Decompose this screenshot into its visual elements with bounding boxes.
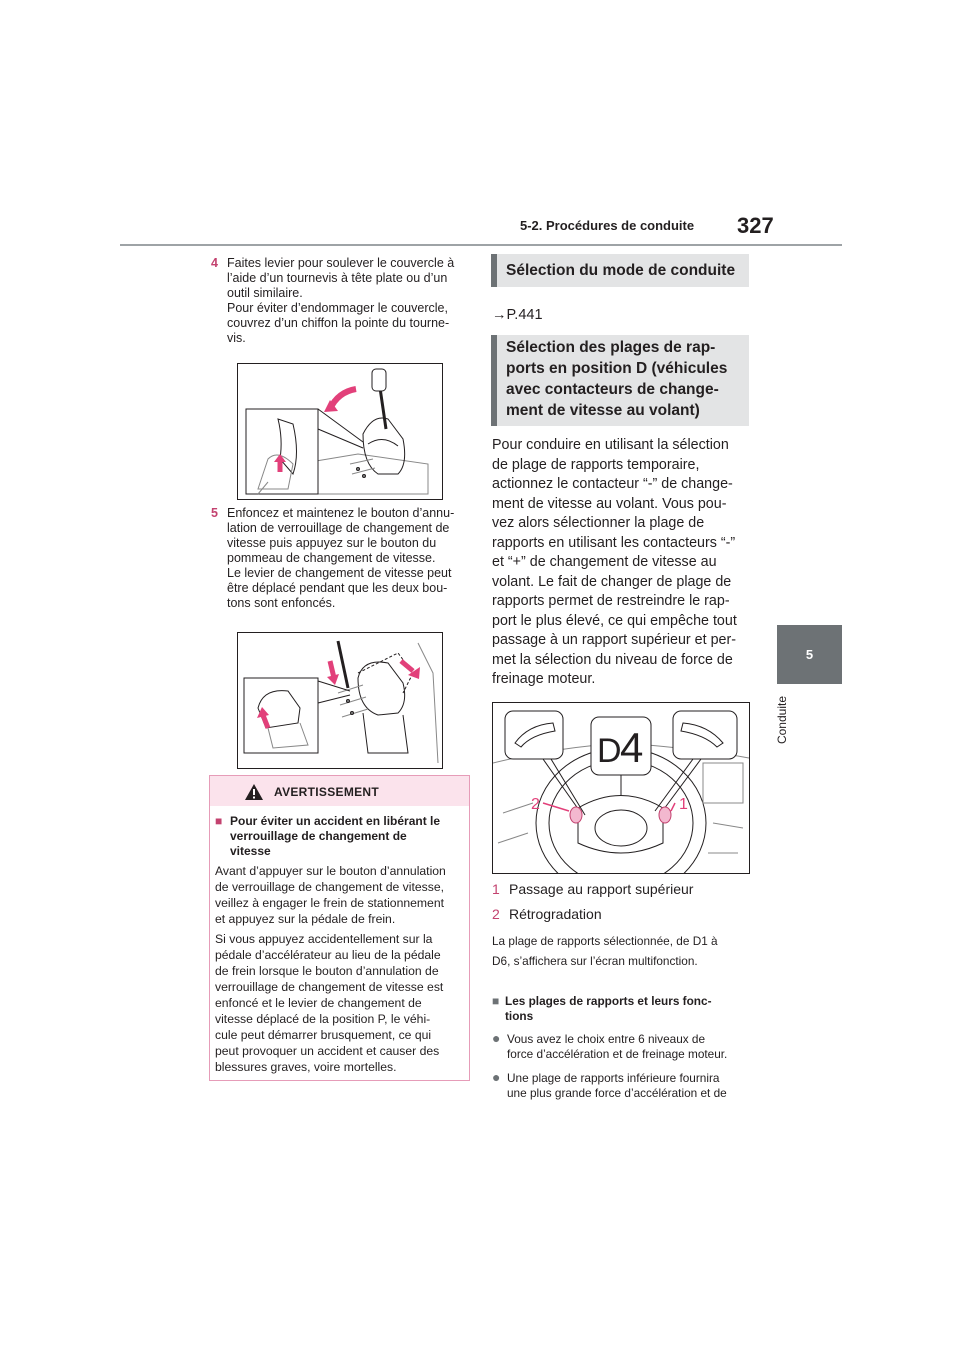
list-item-upshift: [492, 881, 752, 899]
item-number: 1: [492, 881, 500, 897]
illustration-lever-cover: [237, 363, 443, 500]
round-bullet-icon: ●: [492, 1069, 501, 1085]
step-5: [211, 506, 473, 616]
list-item-downshift: [492, 906, 752, 924]
step-number: 4: [211, 256, 218, 270]
subheading-text: Les plages de rapports et leurs fonc- tions: [505, 994, 712, 1023]
callout-2-label: 2: [531, 796, 540, 813]
warning-heading-text: Pour éviter un accident en libérant le verrouillage de changement de vitesse: [230, 814, 441, 858]
chapter-label: [775, 690, 803, 750]
item-label: Rétrogradation: [509, 906, 602, 922]
warning-paragraph-1: Avant d’appuyer sur le bouton d’annulation de verrouillage de changement de vitesse, veillez à engager le frein de stationnement et appuyez sur la pédale de frein.: [215, 864, 446, 926]
section-heading-drive-mode: [491, 254, 749, 287]
section-title: Sélection des plages de rap- ports en position D (véhicules avec contacteurs de change- ment de vitesse au volant): [506, 339, 728, 419]
section-heading-gear-range: [491, 335, 749, 426]
warning-paragraph-2: Si vous appuyez accidentellement sur la pédale d’accélérateur au lieu de la pédale de frein lorsque le bouton d’annulation de verrouillage de changement de vitesse est enfoncé et le levier de changement de vitesse déplacé de la position P, le véhi- cule peut démarrer brusquement, ce qui peut provoquer un accident et causer des blessures graves, voire mortelles.: [215, 932, 444, 1074]
gear-letter: D: [597, 732, 622, 770]
section-title: Sélection du mode de conduite: [506, 262, 736, 279]
shift-release-drawing: [238, 633, 442, 768]
bullet-text: Une plage de rapports inférieure fournira une plus grande force d’accélération et de: [507, 1071, 727, 1100]
lever-cover-drawing: [238, 364, 442, 499]
callout-1-label: 1: [679, 796, 688, 813]
round-bullet-icon: ●: [492, 1030, 501, 1046]
item-label: Passage au rapport supérieur: [509, 881, 694, 897]
steering-wheel-drawing: [493, 703, 749, 873]
step-text: Enfoncez et maintenez le bouton d’annu- lation de verrouillage de changement de vitesse puis appuyez sur le bouton du pommeau de changement de vitesse. Le levier de changement de vitesse peut être déplacé pendant que les deux bou- tons sont enfoncés.: [227, 506, 455, 610]
illustration-shift-release: [237, 632, 443, 769]
warning-triangle-icon: [244, 783, 264, 801]
warning-box: [209, 775, 470, 1081]
square-bullet-icon: ■: [492, 994, 500, 1008]
step-text: Faites levier pour soulever le couvercle à l’aide d’un tournevis à tête plate ou d’un outil similaire. Pour éviter d’endommager le couvercle, couvrez d’un chiffon la pointe du tourne- vis.: [227, 256, 455, 345]
chapter-tab[interactable]: 5: [777, 625, 842, 684]
page-reference[interactable]: →P.441: [492, 307, 543, 323]
bullet-text: Vous avez le choix entre 6 niveaux de force d’accélération et de freinage moteur.: [507, 1032, 728, 1061]
step-number: 5: [211, 506, 218, 520]
warning-header: [210, 776, 469, 806]
warning-title: AVERTISSEMENT: [274, 785, 380, 799]
illustration-paddle-shifters: [492, 702, 750, 874]
item-number: 2: [492, 906, 500, 922]
header-rule: [120, 244, 842, 246]
gear-range-number: 4: [620, 724, 644, 771]
section-body-text: Pour conduire en utilisant la sélection de plage de rapports temporaire, actionnez le contacteur “-” de change- ment de vitesse au volant. Vous pou- vez alors sélectionner la plage de rapports en utilisant les contacteurs “-” et “+” de changement de vitesse au volant. Le fait de changer de plage de rapports permet de restreindre le rap- port le plus élevé, ce qui empêche tout passage à un rapport supérieur et per- met la sélection du niveau de force de freinage moteur.: [492, 437, 737, 687]
page-number: 327: [737, 213, 774, 238]
square-bullet-icon: ■: [215, 814, 223, 828]
chapter-label-text: Conduite: [775, 695, 789, 745]
running-header-section: 5-2. Procédures de conduite: [520, 218, 695, 233]
display-note: La plage de rapports sélectionnée, de D1 à D6, s’affichera sur l’écran multifonction.: [492, 934, 718, 968]
step-4: [211, 256, 471, 351]
